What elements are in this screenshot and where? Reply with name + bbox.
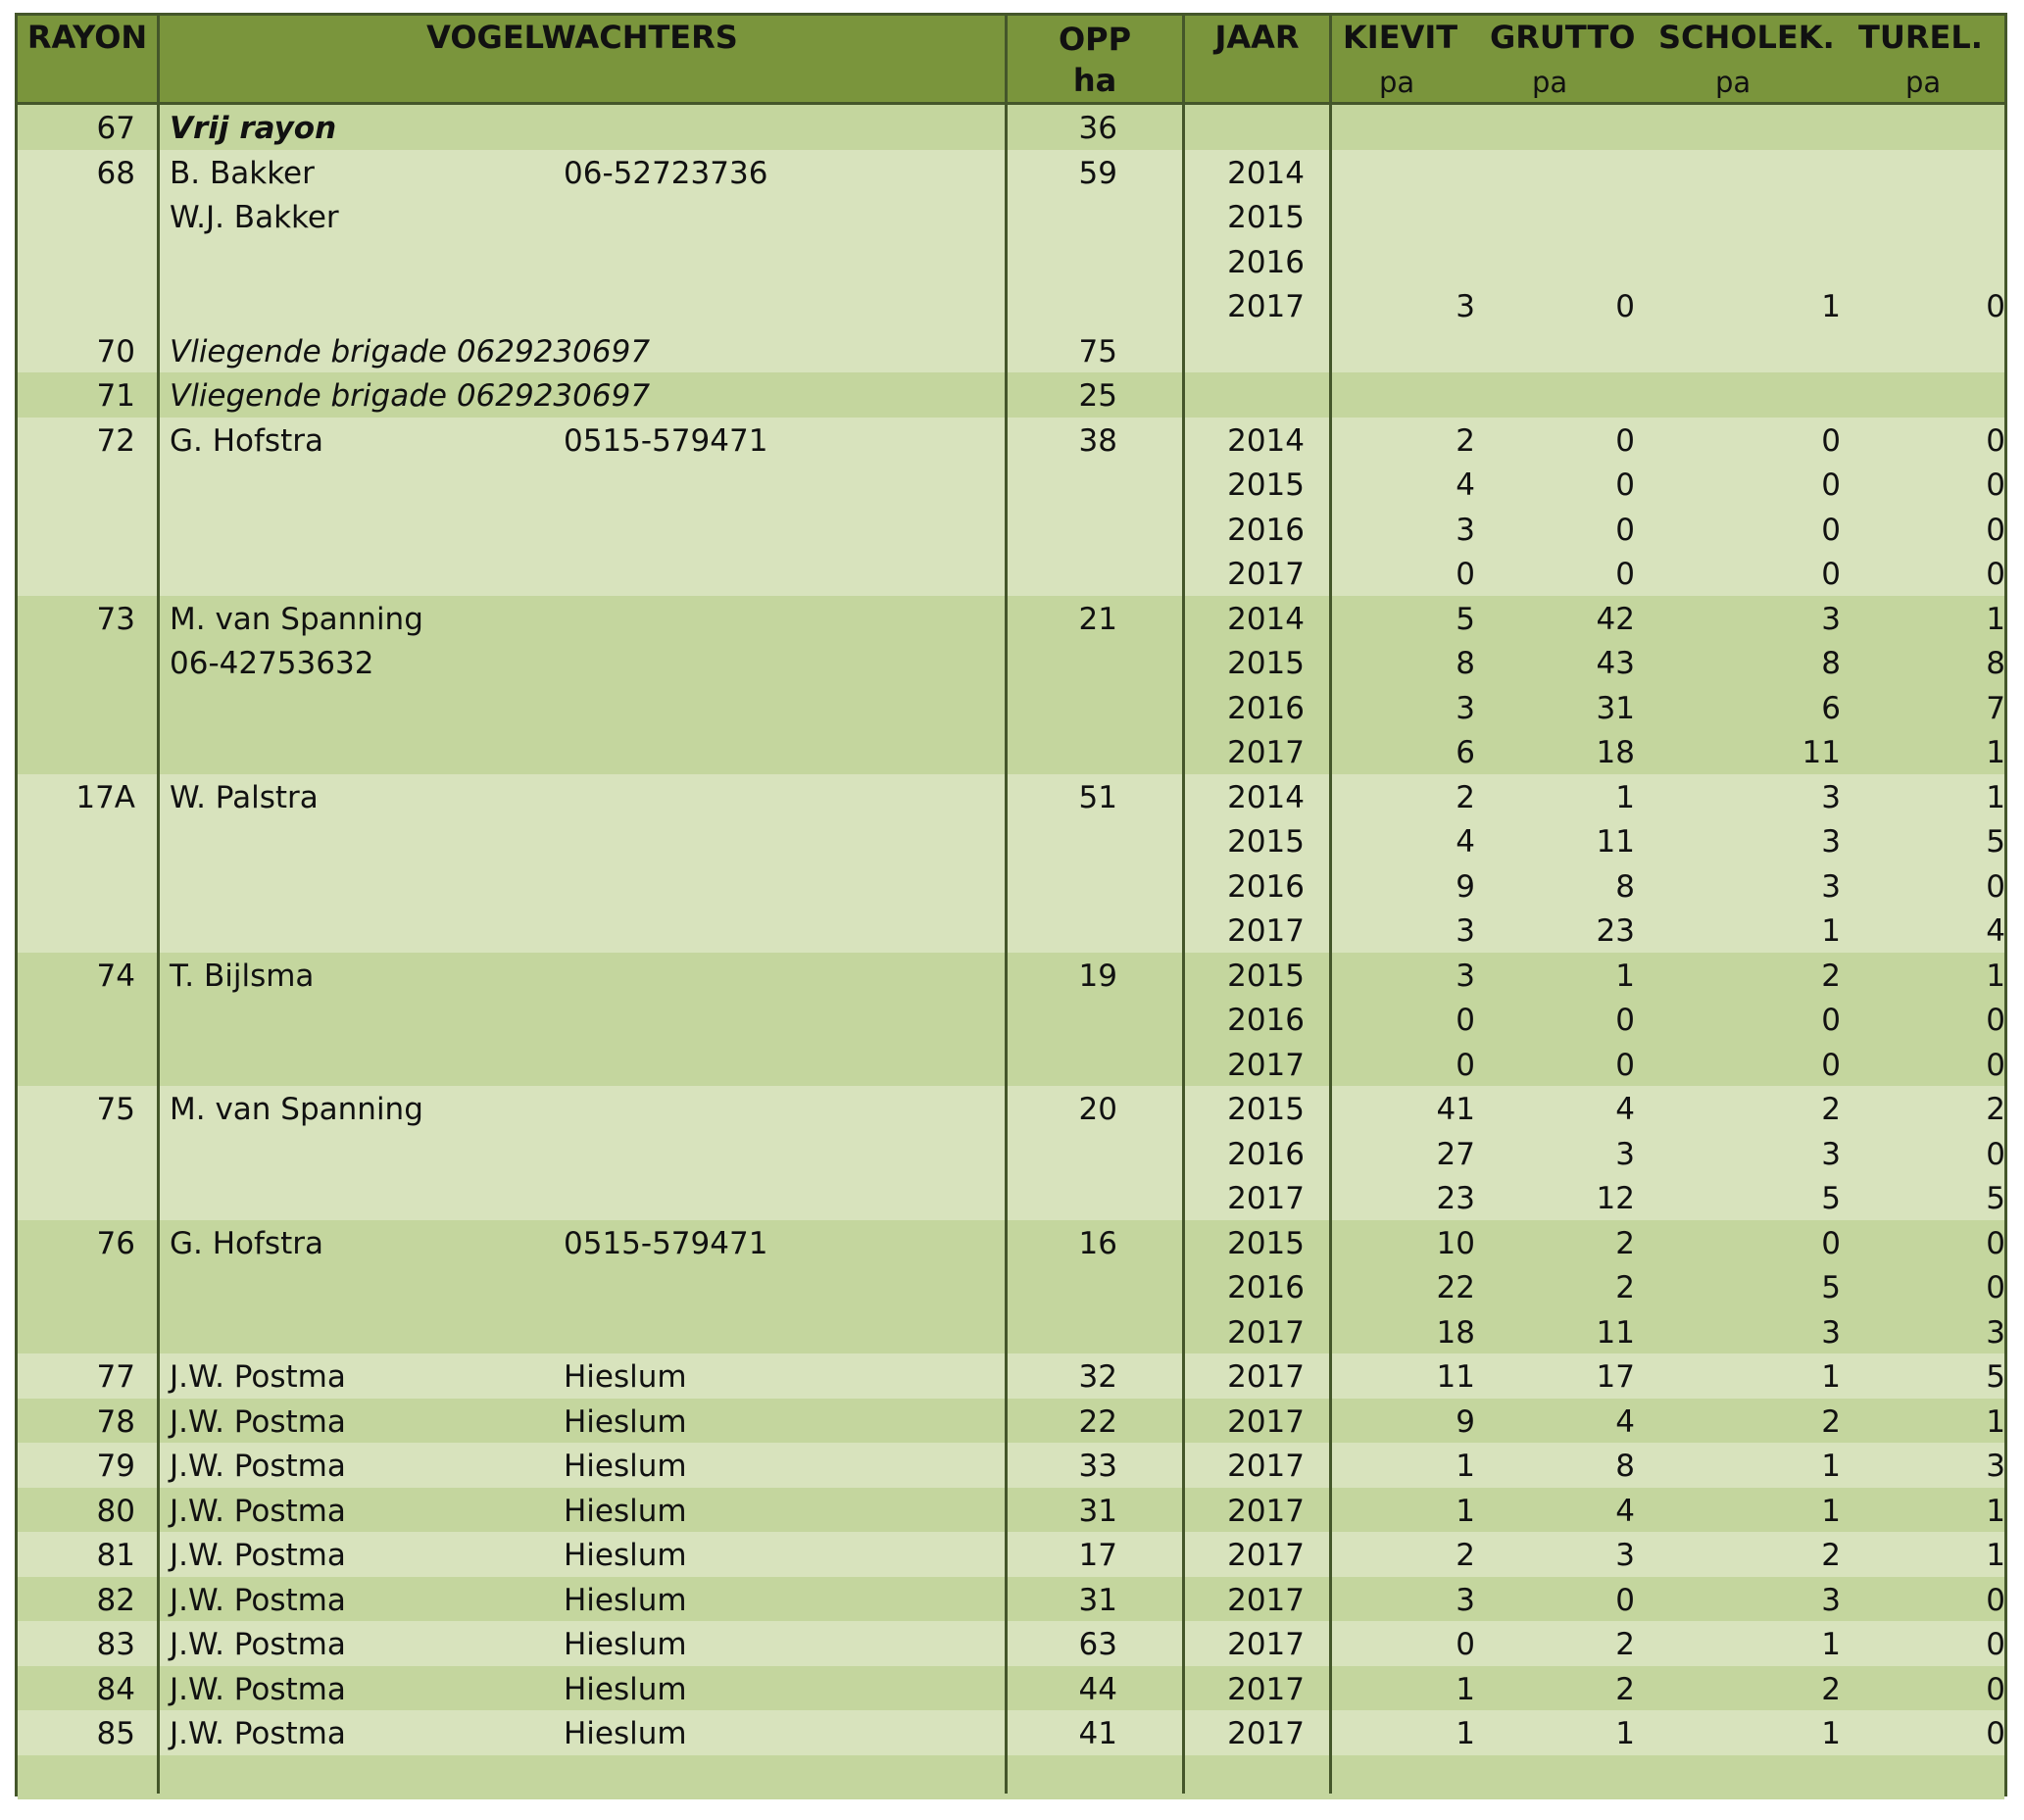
rayon-cell: 77 (96, 1359, 135, 1395)
opp-cell: 20 (1078, 1092, 1117, 1127)
contact-cell: Hieslum (564, 1671, 687, 1707)
table-row (18, 953, 2004, 1087)
scholek-cell: 0 (1821, 557, 1841, 592)
jaar-cell: 2015 (1227, 1225, 1305, 1261)
turel-cell: 8 (1986, 646, 2005, 681)
opp-cell: 32 (1078, 1359, 1117, 1395)
bird-census-table (15, 13, 2007, 1796)
opp-cell: 31 (1078, 1582, 1117, 1618)
contact-cell: Hieslum (564, 1403, 687, 1440)
turel-cell: 5 (1986, 824, 2005, 860)
grutto-cell: 0 (1615, 512, 1635, 548)
grutto-cell: 3 (1615, 1538, 1635, 1573)
kievit-cell: 23 (1436, 1181, 1475, 1216)
turel-cell: 0 (1986, 422, 2005, 459)
contact-cell: Hieslum (564, 1493, 687, 1529)
kievit-cell: 3 (1456, 958, 1475, 994)
kievit-cell: 2 (1456, 422, 1475, 459)
turel-cell: 0 (1986, 1047, 2005, 1083)
jaar-cell: 2015 (1227, 646, 1305, 681)
turel-cell: 1 (1986, 735, 2005, 770)
jaar-cell: 2016 (1227, 868, 1305, 905)
kievit-cell: 3 (1456, 1582, 1475, 1618)
turel-cell: 0 (1986, 467, 2005, 503)
jaar-cell: 2017 (1227, 1047, 1305, 1083)
grutto-cell: 43 (1596, 646, 1635, 681)
kievit-cell: 1 (1456, 1449, 1475, 1484)
jaar-cell: 2016 (1227, 244, 1305, 280)
table-row (18, 1488, 2004, 1533)
rayon-cell: 85 (96, 1716, 135, 1751)
table-row (18, 1577, 2004, 1622)
table-row (18, 1353, 2004, 1399)
rayon-cell: 70 (96, 333, 135, 369)
rayon-cell: 83 (96, 1627, 135, 1662)
opp-cell: 21 (1078, 601, 1117, 637)
jaar-cell: 2017 (1227, 1181, 1305, 1216)
kievit-cell: 22 (1436, 1270, 1475, 1305)
opp-cell: 31 (1078, 1493, 1117, 1529)
turel-cell: 5 (1986, 1359, 2005, 1395)
vogelwachter-name: J.W. Postma (170, 1538, 346, 1573)
table-row (18, 1532, 2004, 1577)
opp-cell: 36 (1078, 111, 1117, 146)
turel-cell: 3 (1986, 1449, 2005, 1484)
jaar-cell: 2017 (1227, 1582, 1305, 1618)
grutto-cell: 0 (1615, 1047, 1635, 1083)
grutto-cell: 8 (1615, 1449, 1635, 1484)
contact-cell: 0515-579471 (564, 1225, 768, 1261)
turel-cell: 4 (1986, 913, 2005, 949)
kievit-cell: 3 (1456, 512, 1475, 548)
kievit-cell: 8 (1456, 646, 1475, 681)
scholek-cell: 2 (1821, 1538, 1841, 1573)
turel-cell: 7 (1986, 690, 2005, 726)
kievit-cell: 9 (1456, 868, 1475, 905)
grutto-cell: 18 (1596, 735, 1635, 770)
header-opp-unit: ha (1072, 62, 1117, 99)
vogelwachter-name: J.W. Postma (170, 1671, 346, 1707)
scholek-cell: 2 (1821, 958, 1841, 994)
header-turel: TUREL. (1858, 19, 1983, 56)
grutto-cell: 0 (1615, 557, 1635, 592)
rayon-cell: 81 (96, 1538, 135, 1573)
jaar-cell: 2017 (1227, 1449, 1305, 1484)
opp-cell: 51 (1078, 779, 1117, 815)
jaar-cell: 2017 (1227, 1359, 1305, 1395)
turel-cell: 0 (1986, 1582, 2005, 1618)
grutto-cell: 2 (1615, 1225, 1635, 1261)
header-scholek: SCHOLEK. (1658, 19, 1835, 56)
scholek-cell: 3 (1821, 601, 1841, 637)
header-kievit: KIEVIT (1343, 19, 1458, 56)
vogelwachter-name-2: 06-42753632 (170, 646, 374, 681)
table-row (18, 1710, 2004, 1755)
kievit-cell: 1 (1456, 1716, 1475, 1751)
rayon-cell: 79 (96, 1449, 135, 1484)
kievit-cell: 3 (1456, 913, 1475, 949)
opp-cell: 33 (1078, 1449, 1117, 1484)
grutto-cell: 8 (1615, 868, 1635, 905)
jaar-cell: 2017 (1227, 1716, 1305, 1751)
opp-cell: 19 (1078, 958, 1117, 994)
opp-cell: 22 (1078, 1403, 1117, 1440)
scholek-cell: 6 (1821, 690, 1841, 726)
rayon-cell: 80 (96, 1493, 135, 1529)
rayon-cell: 67 (96, 111, 135, 146)
vogelwachter-name: J.W. Postma (170, 1359, 346, 1395)
scholek-cell: 3 (1821, 1582, 1841, 1618)
jaar-cell: 2015 (1227, 200, 1305, 235)
opp-cell: 41 (1078, 1716, 1117, 1751)
turel-cell: 0 (1986, 1716, 2005, 1751)
turel-cell: 1 (1986, 779, 2005, 815)
opp-cell: 44 (1078, 1671, 1117, 1707)
vogelwachter-name: M. van Spanning (170, 601, 423, 637)
vogelwachter-name: J.W. Postma (170, 1449, 346, 1484)
grutto-cell: 0 (1615, 289, 1635, 324)
jaar-cell: 2017 (1227, 735, 1305, 770)
grutto-cell: 0 (1615, 467, 1635, 503)
scholek-cell: 2 (1821, 1092, 1841, 1127)
turel-cell: 1 (1986, 1493, 2005, 1529)
contact-cell: 06-52723736 (564, 155, 768, 191)
turel-cell: 1 (1986, 601, 2005, 637)
scholek-cell: 0 (1821, 422, 1841, 459)
turel-cell: 0 (1986, 1671, 2005, 1707)
jaar-cell: 2017 (1227, 1403, 1305, 1440)
kievit-cell: 0 (1456, 557, 1475, 592)
table-row (18, 150, 2004, 328)
scholek-cell: 11 (1802, 735, 1841, 770)
kievit-cell: 4 (1456, 824, 1475, 860)
vogelwachter-name: Vrij rayon (170, 111, 337, 146)
table-row (18, 1443, 2004, 1488)
column-divider (1182, 16, 1185, 1794)
rayon-cell: 82 (96, 1582, 135, 1618)
header-vogelwachters: VOGELWACHTERS (426, 19, 738, 56)
rayon-cell: 71 (96, 378, 135, 414)
table-row (18, 1399, 2004, 1444)
grutto-cell: 1 (1615, 779, 1635, 815)
header-rayon: RAYON (26, 19, 148, 56)
turel-cell: 0 (1986, 1225, 2005, 1261)
grutto-cell: 2 (1615, 1627, 1635, 1662)
scholek-cell: 1 (1821, 1359, 1841, 1395)
grutto-cell: 0 (1615, 1582, 1635, 1618)
jaar-cell: 2015 (1227, 467, 1305, 503)
jaar-cell: 2016 (1227, 1270, 1305, 1305)
column-divider (157, 16, 160, 1794)
turel-cell: 2 (1986, 1092, 2005, 1127)
jaar-cell: 2017 (1227, 1493, 1305, 1529)
scholek-cell: 5 (1821, 1181, 1841, 1216)
table-row (18, 105, 2004, 150)
kievit-cell: 5 (1456, 601, 1475, 637)
column-divider (1005, 16, 1008, 1794)
vogelwachter-name: Vliegende brigade 0629230697 (170, 333, 651, 369)
header-turel-unit: pa (1905, 66, 1942, 99)
grutto-cell: 11 (1596, 1314, 1635, 1351)
turel-cell: 0 (1986, 868, 2005, 905)
jaar-cell: 2016 (1227, 690, 1305, 726)
rayon-cell: 76 (96, 1225, 135, 1261)
header-jaar: JAAR (1214, 19, 1300, 56)
jaar-cell: 2015 (1227, 824, 1305, 860)
grutto-cell: 1 (1615, 958, 1635, 994)
table-row (18, 372, 2004, 418)
grutto-cell: 23 (1596, 913, 1635, 949)
vogelwachter-name: W. Palstra (170, 779, 319, 815)
scholek-cell: 1 (1821, 1716, 1841, 1751)
scholek-cell: 0 (1821, 512, 1841, 548)
turel-cell: 0 (1986, 289, 2005, 324)
scholek-cell: 3 (1821, 868, 1841, 905)
jaar-cell: 2017 (1227, 557, 1305, 592)
jaar-cell: 2014 (1227, 422, 1305, 459)
header-kievit-unit: pa (1379, 66, 1415, 99)
header-opp: OPP (1058, 21, 1132, 58)
contact-cell: Hieslum (564, 1359, 687, 1395)
kievit-cell: 2 (1456, 1538, 1475, 1573)
jaar-cell: 2017 (1227, 913, 1305, 949)
vogelwachter-name: J.W. Postma (170, 1493, 346, 1529)
header-grutto: GRUTTO (1490, 19, 1636, 56)
jaar-cell: 2017 (1227, 289, 1305, 324)
table-row (18, 328, 2004, 373)
grutto-cell: 1 (1615, 1716, 1635, 1751)
jaar-cell: 2015 (1227, 958, 1305, 994)
table-row (18, 1755, 2004, 1800)
vogelwachter-name-2: W.J. Bakker (170, 200, 339, 235)
jaar-cell: 2017 (1227, 1538, 1305, 1573)
scholek-cell: 1 (1821, 289, 1841, 324)
contact-cell: Hieslum (564, 1538, 687, 1573)
vogelwachter-name: T. Bijlsma (170, 958, 315, 994)
kievit-cell: 4 (1456, 467, 1475, 503)
jaar-cell: 2017 (1227, 1627, 1305, 1662)
jaar-cell: 2016 (1227, 512, 1305, 548)
opp-cell: 63 (1078, 1627, 1117, 1662)
rayon-cell: 17A (75, 779, 135, 815)
grutto-cell: 31 (1596, 690, 1635, 726)
scholek-cell: 2 (1821, 1671, 1841, 1707)
turel-cell: 0 (1986, 1627, 2005, 1662)
scholek-cell: 0 (1821, 1003, 1841, 1038)
turel-cell: 0 (1986, 1270, 2005, 1305)
rayon-cell: 75 (96, 1092, 135, 1127)
contact-cell: 0515-579471 (564, 422, 768, 459)
kievit-cell: 0 (1456, 1047, 1475, 1083)
scholek-cell: 8 (1821, 646, 1841, 681)
kievit-cell: 3 (1456, 690, 1475, 726)
jaar-cell: 2015 (1227, 1092, 1305, 1127)
vogelwachter-name: G. Hofstra (170, 1225, 323, 1261)
turel-cell: 3 (1986, 1314, 2005, 1351)
grutto-cell: 42 (1596, 601, 1635, 637)
turel-cell: 1 (1986, 1403, 2005, 1440)
opp-cell: 16 (1078, 1225, 1117, 1261)
kievit-cell: 11 (1436, 1359, 1475, 1395)
jaar-cell: 2014 (1227, 155, 1305, 191)
scholek-cell: 3 (1821, 1314, 1841, 1351)
rayon-cell: 68 (96, 155, 135, 191)
scholek-cell: 3 (1821, 824, 1841, 860)
table-row (18, 596, 2004, 774)
kievit-cell: 3 (1456, 289, 1475, 324)
jaar-cell: 2016 (1227, 1136, 1305, 1172)
scholek-cell: 1 (1821, 1493, 1841, 1529)
turel-cell: 5 (1986, 1181, 2005, 1216)
rayon-cell: 73 (96, 601, 135, 637)
grutto-cell: 3 (1615, 1136, 1635, 1172)
vogelwachter-name: B. Bakker (170, 155, 315, 191)
kievit-cell: 0 (1456, 1003, 1475, 1038)
opp-cell: 38 (1078, 422, 1117, 459)
vogelwachter-name: G. Hofstra (170, 422, 323, 459)
jaar-cell: 2017 (1227, 1314, 1305, 1351)
grutto-cell: 4 (1615, 1403, 1635, 1440)
opp-cell: 25 (1078, 378, 1117, 414)
scholek-cell: 3 (1821, 1136, 1841, 1172)
scholek-cell: 1 (1821, 1449, 1841, 1484)
vogelwachter-name: J.W. Postma (170, 1716, 346, 1751)
kievit-cell: 1 (1456, 1671, 1475, 1707)
table-row (18, 1220, 2004, 1354)
jaar-cell: 2017 (1227, 1671, 1305, 1707)
table-row (18, 774, 2004, 953)
table-row (18, 1666, 2004, 1711)
rayon-cell: 72 (96, 422, 135, 459)
grutto-cell: 0 (1615, 1003, 1635, 1038)
vogelwachter-name: J.W. Postma (170, 1403, 346, 1440)
rayon-cell: 78 (96, 1403, 135, 1440)
kievit-cell: 6 (1456, 735, 1475, 770)
grutto-cell: 4 (1615, 1092, 1635, 1127)
vogelwachter-name: Vliegende brigade 0629230697 (170, 378, 651, 414)
table-row (18, 1621, 2004, 1666)
header-grutto-unit: pa (1532, 66, 1568, 99)
kievit-cell: 2 (1456, 779, 1475, 815)
grutto-cell: 11 (1596, 824, 1635, 860)
contact-cell: Hieslum (564, 1582, 687, 1618)
turel-cell: 1 (1986, 1538, 2005, 1573)
table-header (18, 16, 2004, 105)
scholek-cell: 0 (1821, 1225, 1841, 1261)
vogelwachter-name: J.W. Postma (170, 1627, 346, 1662)
scholek-cell: 3 (1821, 779, 1841, 815)
contact-cell: Hieslum (564, 1449, 687, 1484)
scholek-cell: 2 (1821, 1403, 1841, 1440)
rayon-cell: 84 (96, 1671, 135, 1707)
kievit-cell: 18 (1436, 1314, 1475, 1351)
table-row (18, 418, 2004, 596)
opp-cell: 17 (1078, 1538, 1117, 1573)
kievit-cell: 1 (1456, 1493, 1475, 1529)
kievit-cell: 27 (1436, 1136, 1475, 1172)
grutto-cell: 2 (1615, 1270, 1635, 1305)
column-divider (1329, 16, 1332, 1794)
vogelwachter-name: J.W. Postma (170, 1582, 346, 1618)
opp-cell: 75 (1078, 333, 1117, 369)
turel-cell: 0 (1986, 557, 2005, 592)
jaar-cell: 2014 (1227, 779, 1305, 815)
kievit-cell: 41 (1436, 1092, 1475, 1127)
scholek-cell: 1 (1821, 1627, 1841, 1662)
jaar-cell: 2014 (1227, 601, 1305, 637)
grutto-cell: 17 (1596, 1359, 1635, 1395)
opp-cell: 59 (1078, 155, 1117, 191)
grutto-cell: 0 (1615, 422, 1635, 459)
turel-cell: 0 (1986, 1003, 2005, 1038)
scholek-cell: 1 (1821, 913, 1841, 949)
grutto-cell: 2 (1615, 1671, 1635, 1707)
kievit-cell: 10 (1436, 1225, 1475, 1261)
rayon-cell: 74 (96, 958, 135, 994)
turel-cell: 0 (1986, 1136, 2005, 1172)
contact-cell: Hieslum (564, 1627, 687, 1662)
scholek-cell: 0 (1821, 467, 1841, 503)
header-scholek-unit: pa (1715, 66, 1752, 99)
scholek-cell: 5 (1821, 1270, 1841, 1305)
grutto-cell: 12 (1596, 1181, 1635, 1216)
table-row (18, 1086, 2004, 1220)
kievit-cell: 9 (1456, 1403, 1475, 1440)
turel-cell: 1 (1986, 958, 2005, 994)
jaar-cell: 2016 (1227, 1003, 1305, 1038)
vogelwachter-name: M. van Spanning (170, 1092, 423, 1127)
scholek-cell: 0 (1821, 1047, 1841, 1083)
kievit-cell: 0 (1456, 1627, 1475, 1662)
turel-cell: 0 (1986, 512, 2005, 548)
contact-cell: Hieslum (564, 1716, 687, 1751)
grutto-cell: 4 (1615, 1493, 1635, 1529)
